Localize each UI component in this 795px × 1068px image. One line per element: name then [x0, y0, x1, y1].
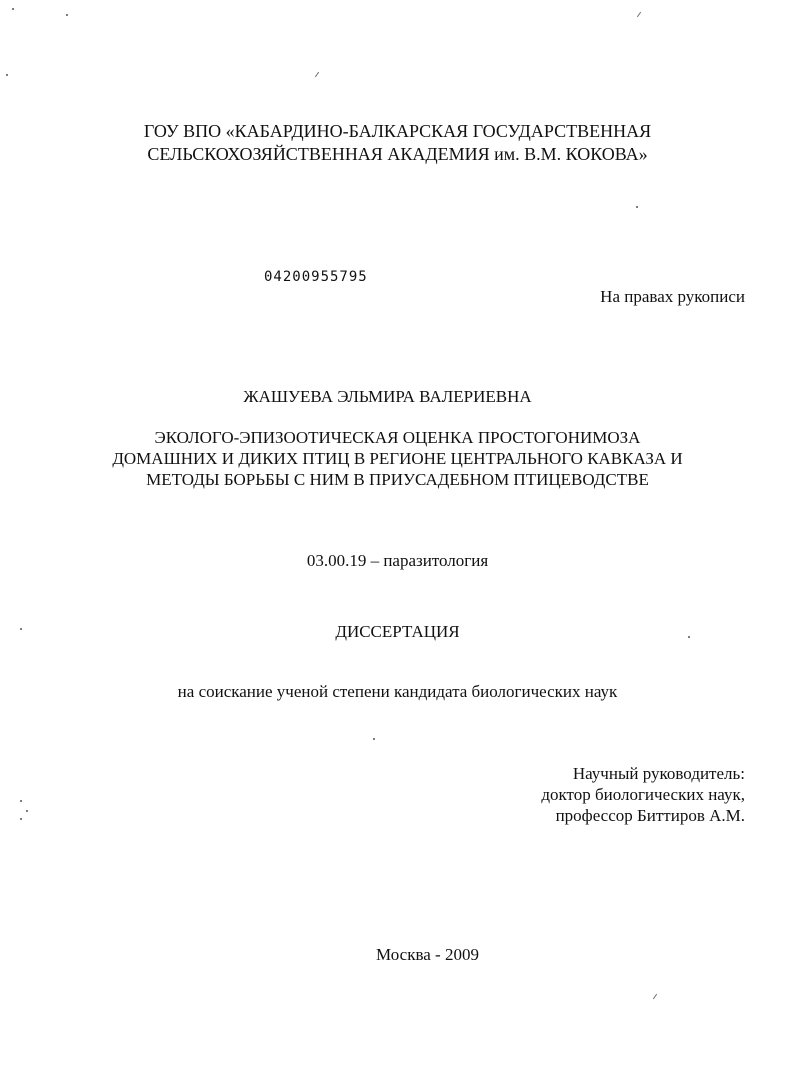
supervisor-name: профессор Биттиров А.М.: [555, 806, 745, 825]
specialty-code: 03.00.19 – паразитология: [306, 551, 489, 570]
supervisor-label: Научный руководитель:: [572, 764, 745, 783]
document-type: ДИССЕРТАЦИЯ: [335, 622, 460, 641]
scan-speck: [12, 8, 14, 10]
scan-speck: [26, 810, 28, 812]
scan-speck: [653, 994, 657, 999]
author-name: ЖАШУЕВА ЭЛЬМИРА ВАЛЕРИЕВНА: [243, 387, 532, 406]
dissertation-title-line-3: МЕТОДЫ БОРЬБЫ С НИМ В ПРИУСАДЕБНОМ ПТИЦЕВОДСТВЕ: [146, 470, 649, 489]
supervisor-degree: доктор биологических наук,: [541, 785, 745, 804]
scan-speck: [20, 818, 22, 820]
catalog-number: 04200955795: [264, 269, 368, 285]
institution-header-line-1: ГОУ ВПО «КАБАРДИНО-БАЛКАРСКАЯ ГОСУДАРСТВЕННАЯ: [143, 121, 652, 141]
scan-speck: [636, 206, 638, 208]
scan-speck: [373, 738, 375, 740]
city-year: Москва - 2009: [376, 945, 479, 964]
scan-speck: [20, 800, 22, 802]
scan-speck: [637, 12, 641, 17]
dissertation-title-line-2: ДОМАШНИХ И ДИКИХ ПТИЦ В РЕГИОНЕ ЦЕНТРАЛЬНОГО КАВКАЗА И: [112, 449, 683, 468]
dissertation-title-line-1: ЭКОЛОГО-ЭПИЗООТИЧЕСКАЯ ОЦЕНКА ПРОСТОГОНИМОЗА: [154, 428, 641, 447]
degree-line: на соискание ученой степени кандидата биологических наук: [177, 682, 618, 701]
scan-speck: [66, 14, 68, 16]
scan-speck: [6, 74, 8, 76]
institution-header-line-2: СЕЛЬСКОХОЗЯЙСТВЕННАЯ АКАДЕМИЯ им. В.М. КОКОВА»: [147, 144, 648, 164]
manuscript-note: На правах рукописи: [600, 287, 745, 306]
scan-speck: [315, 72, 319, 77]
